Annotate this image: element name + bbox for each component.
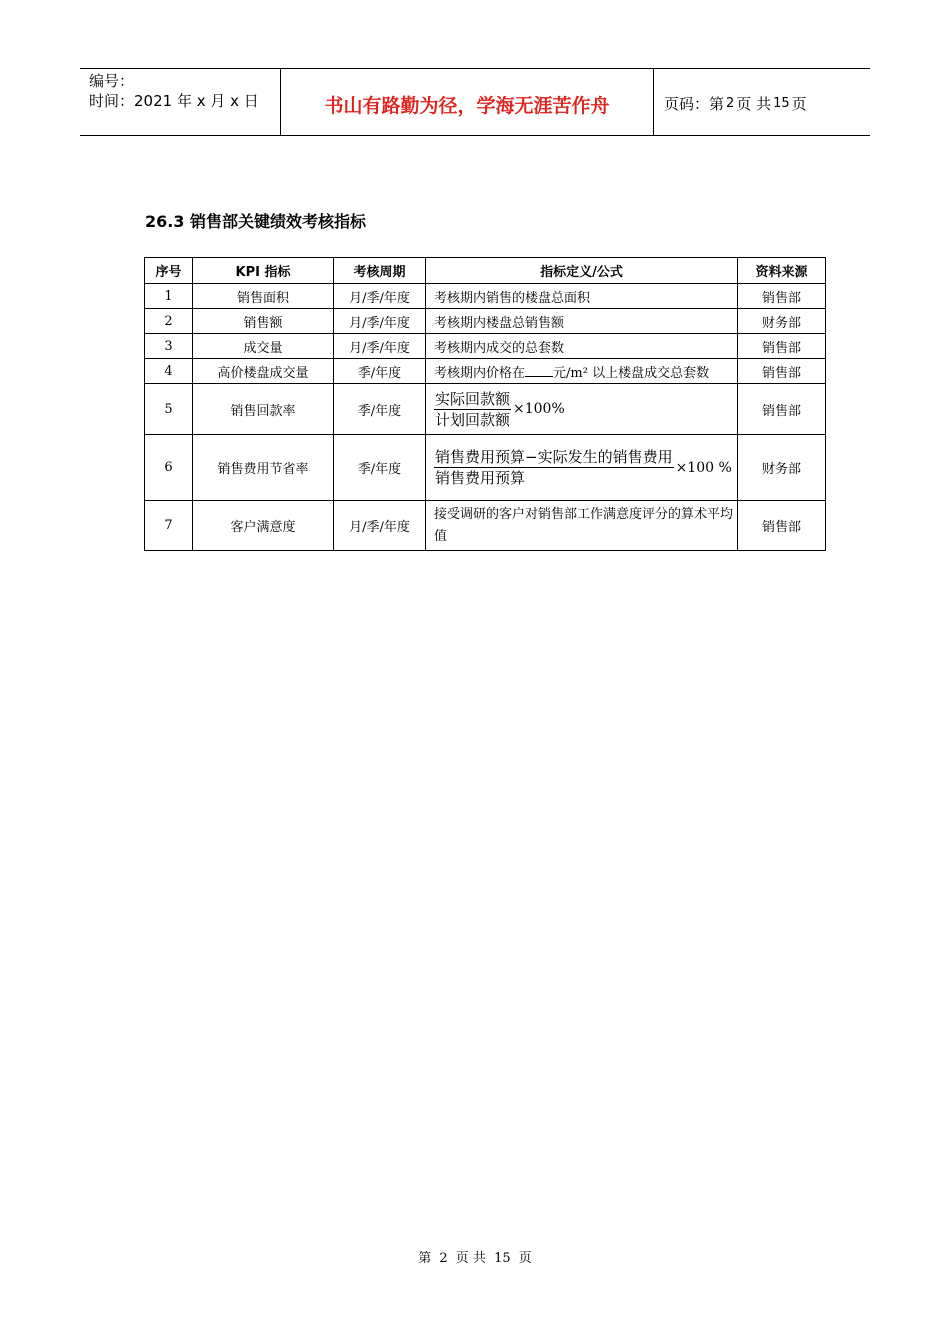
footer-mid: 页 共 <box>455 1251 486 1266</box>
row-source: 财务部 <box>738 309 826 334</box>
row-kpi: 成交量 <box>193 334 334 359</box>
col-header-period: 考核周期 <box>334 258 426 284</box>
row-period: 月/季/年度 <box>334 309 426 334</box>
row-kpi: 高价楼盘成交量 <box>193 359 334 384</box>
row-no: 4 <box>145 359 193 384</box>
col-header-kpi: KPI 指标 <box>193 258 334 284</box>
header-motto: 书山有路勤为径，学海无涯苦作舟 <box>281 69 654 135</box>
row-definition: 考核期内楼盘总销售额 <box>426 309 738 334</box>
def-prefix: 考核期内价格在 <box>434 365 526 381</box>
footer-suffix: 页 <box>518 1251 532 1266</box>
row-definition <box>426 359 738 384</box>
page-header <box>80 68 870 136</box>
formula-denominator: 计划回款额 <box>435 410 511 429</box>
row-formula <box>426 384 738 435</box>
doc-number-label: 编号： <box>89 72 135 90</box>
formula-numerator: 销售费用预算−实际发生的销售费用 <box>435 448 673 466</box>
row-period: 月/季/年度 <box>334 284 426 309</box>
table-row <box>145 284 826 309</box>
table-row <box>145 501 826 551</box>
formula-multiplier: ×100% <box>513 401 565 417</box>
col-header-definition: 指标定义/公式 <box>426 258 738 284</box>
table-row <box>145 359 826 384</box>
row-source: 销售部 <box>738 359 826 384</box>
col-header-source: 资料来源 <box>738 258 826 284</box>
row-period: 季/年度 <box>334 435 426 501</box>
footer-page: 2 <box>439 1251 448 1266</box>
row-no: 7 <box>145 501 193 551</box>
section-title: 26.3 销售部关键绩效考核指标 <box>145 212 367 231</box>
table-row <box>145 309 826 334</box>
page-total: 15 <box>773 95 790 111</box>
row-no: 1 <box>145 284 193 309</box>
row-definition: 考核期内成交的总套数 <box>426 334 738 359</box>
row-kpi: 客户满意度 <box>193 501 334 551</box>
row-formula <box>426 435 738 501</box>
row-kpi: 销售额 <box>193 309 334 334</box>
row-definition: 接受调研的客户对销售部工作满意度评分的算术平均值 <box>426 501 738 551</box>
row-period: 季/年度 <box>334 359 426 384</box>
table-header-row <box>145 258 826 284</box>
kpi-table <box>144 257 826 551</box>
table-row <box>145 334 826 359</box>
row-no: 2 <box>145 309 193 334</box>
row-period: 季/年度 <box>334 384 426 435</box>
page-footer <box>0 1247 950 1266</box>
row-no: 3 <box>145 334 193 359</box>
row-source: 销售部 <box>738 384 826 435</box>
page-mid: 页 共 <box>736 94 772 113</box>
page-suffix: 页 <box>791 94 807 113</box>
row-period: 月/季/年度 <box>334 501 426 551</box>
doc-time-label: 时间：2021 年 x 月 x 日 <box>89 92 259 110</box>
row-definition: 考核期内销售的楼盘总面积 <box>426 284 738 309</box>
col-header-no: 序号 <box>145 258 193 284</box>
formula-numerator: 实际回款额 <box>435 389 511 408</box>
page-number: 2 <box>726 95 735 111</box>
formula-fraction <box>434 447 674 488</box>
row-source: 销售部 <box>738 501 826 551</box>
footer-prefix: 第 <box>418 1251 432 1266</box>
page-prefix: 页码：第 <box>664 94 725 113</box>
blank-line <box>525 364 553 377</box>
row-no: 6 <box>145 435 193 501</box>
header-page-info <box>654 69 870 135</box>
table-row <box>145 384 826 435</box>
row-source: 销售部 <box>738 334 826 359</box>
row-kpi: 销售面积 <box>193 284 334 309</box>
def-suffix: 元/m² 以上楼盘成交总套数 <box>553 365 710 381</box>
row-no: 5 <box>145 384 193 435</box>
formula-fraction <box>434 389 511 430</box>
row-period: 月/季/年度 <box>334 334 426 359</box>
formula-multiplier: ×100 % <box>675 459 732 476</box>
footer-total: 15 <box>494 1251 511 1266</box>
row-source: 销售部 <box>738 284 826 309</box>
table-row <box>145 435 826 501</box>
row-kpi: 销售回款率 <box>193 384 334 435</box>
header-meta <box>80 69 281 135</box>
formula-denominator: 销售费用预算 <box>435 469 526 487</box>
row-source: 财务部 <box>738 435 826 501</box>
row-kpi: 销售费用节省率 <box>193 435 334 501</box>
